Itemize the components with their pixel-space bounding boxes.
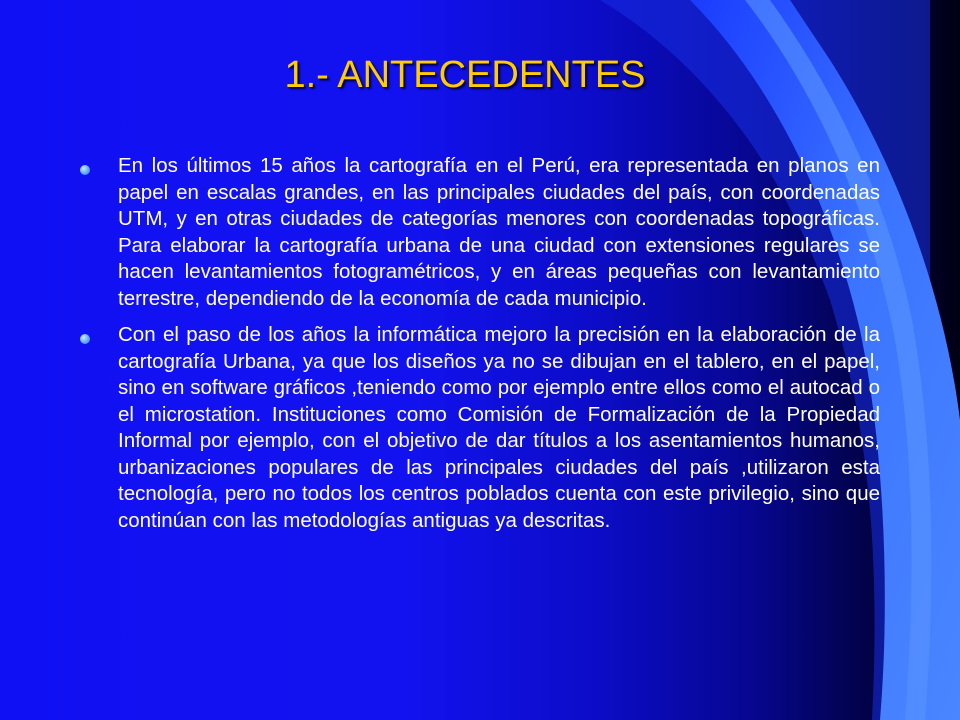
bullet-text: En los últimos 15 años la cartografía en el Perú, era representada en planos en papel en escalas grandes, en las principales ciudades del país, con coordenadas UTM, y en otras ciudades de categorías menores con coordenadas topográficas. Para elaborar la cartografía urbana de una ciudad con extensiones regulares se hacen levantamientos fotogramétricos, y en áreas pequeñas con levantamiento terrestre, dependiendo de la economía de cada municipio.: [118, 154, 880, 310]
bullet-dot-icon: [80, 334, 90, 344]
bullet-dot-icon: [80, 165, 90, 175]
bullet-list: [80, 153, 880, 544]
bullet-item: [80, 153, 880, 312]
slide-title: 1.- ANTECEDENTES: [284, 54, 646, 96]
bullet-item: [80, 322, 880, 534]
bullet-text: Con el paso de los años la informática mejoro la precisión en la elaboración de la cartografía Urbana, ya que los diseños ya no se dibujan en el tablero, en el papel, sino en software gráficos ,teniendo como por ejemplo entre ellos como el autocad o el microstation. Instituciones como Comisión de Formalización de la Propiedad Informal por ejemplo, con el objetivo de dar títulos a los asentamientos humanos, urbanizaciones populares de las principales ciudades del país ,utilizaron esta tecnología, pero no todos los centros poblados cuenta con este privilegio, sino que continúan con las metodologías antiguas ya descritas.: [118, 323, 880, 532]
